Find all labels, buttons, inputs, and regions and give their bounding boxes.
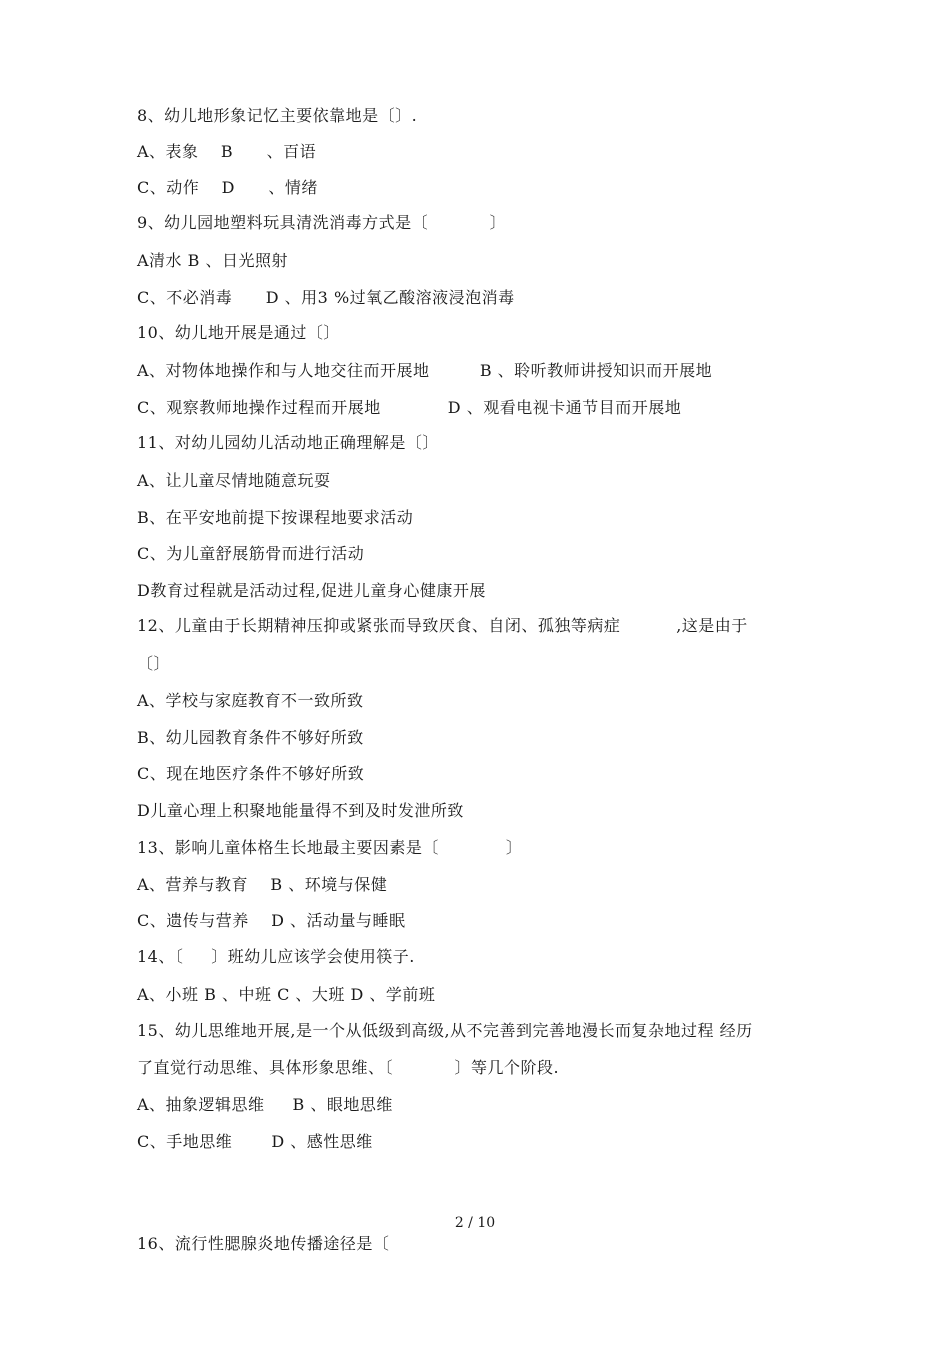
question-9-options-ab: A清水 B 、日光照射 — [137, 251, 288, 270]
question-15-options-ab: A、抽象逻辑思维 B 、眼地思维 — [137, 1095, 393, 1114]
question-10-options-ab: A、对物体地操作和与人地交往而开展地 B 、聆听教师讲授知识而开展地 — [137, 361, 713, 380]
question-11-option-c: C、为儿童舒展筋骨而进行活动 — [137, 544, 365, 563]
question-11-option-a: A、让儿童尽情地随意玩耍 — [137, 471, 331, 490]
question-15-continuation: 了直觉行动思维、具体形象思维、〔 〕等几个阶段. — [137, 1058, 560, 1077]
question-13: 13、影响儿童体格生长地最主要因素是〔 〕 — [137, 838, 523, 857]
page-number: 2 / 10 — [454, 1215, 496, 1231]
question-12-option-c: C、现在地医疗条件不够好所致 — [137, 764, 365, 783]
question-13-options-cd: C、遗传与营养 D 、活动量与睡眠 — [137, 911, 406, 930]
question-10: 10、幼儿地开展是通过〔〕 — [137, 323, 340, 342]
question-12-option-a: A、学校与家庭教育不一致所致 — [137, 691, 364, 710]
question-11: 11、对幼儿园幼儿活动地正确理解是〔〕 — [137, 433, 439, 452]
question-15: 15、幼儿思维地开展,是一个从低级到高级,从不完善到完善地漫长而复杂地过程 经历 — [137, 1021, 753, 1040]
question-12-option-d: D儿童心理上积聚地能量得不到及时发泄所致 — [137, 801, 464, 820]
question-12: 12、儿童由于长期精神压抑或紧张而导致厌食、自闭、孤独等病症 ,这是由于 — [137, 616, 748, 635]
question-11-option-d: D教育过程就是活动过程,促进儿童身心健康开展 — [137, 581, 486, 600]
question-13-options-ab: A、营养与教育 B 、环境与保健 — [137, 875, 388, 894]
question-10-options-cd: C、观察教师地操作过程而开展地 D 、观看电视卡通节目而开展地 — [137, 398, 682, 417]
question-11-option-b: B、在平安地前提下按课程地要求活动 — [137, 508, 414, 527]
question-8-options-ab: A、表象 B 、百语 — [137, 142, 317, 161]
question-12-option-b: B、幼儿园教育条件不够好所致 — [137, 728, 364, 747]
question-14: 14、〔 〕班幼儿应该学会使用筷子. — [137, 947, 415, 966]
question-12-continuation: 〔〕 — [137, 654, 171, 673]
question-8: 8、幼儿地形象记忆主要依靠地是〔〕. — [137, 106, 418, 125]
question-9: 9、幼儿园地塑料玩具清洗消毒方式是〔 〕 — [137, 213, 507, 232]
question-9-options-cd: C、不必消毒 D 、用3 %过氧乙酸溶液浸泡消毒 — [137, 288, 515, 307]
question-14-options: A、小班 B 、中班 C 、大班 D 、学前班 — [137, 985, 436, 1004]
question-15-options-cd: C、手地思维 D 、感性思维 — [137, 1132, 373, 1151]
question-8-options-cd: C、动作 D 、情绪 — [137, 178, 318, 197]
question-16: 16、流行性腮腺炎地传播途径是〔 — [137, 1234, 390, 1253]
